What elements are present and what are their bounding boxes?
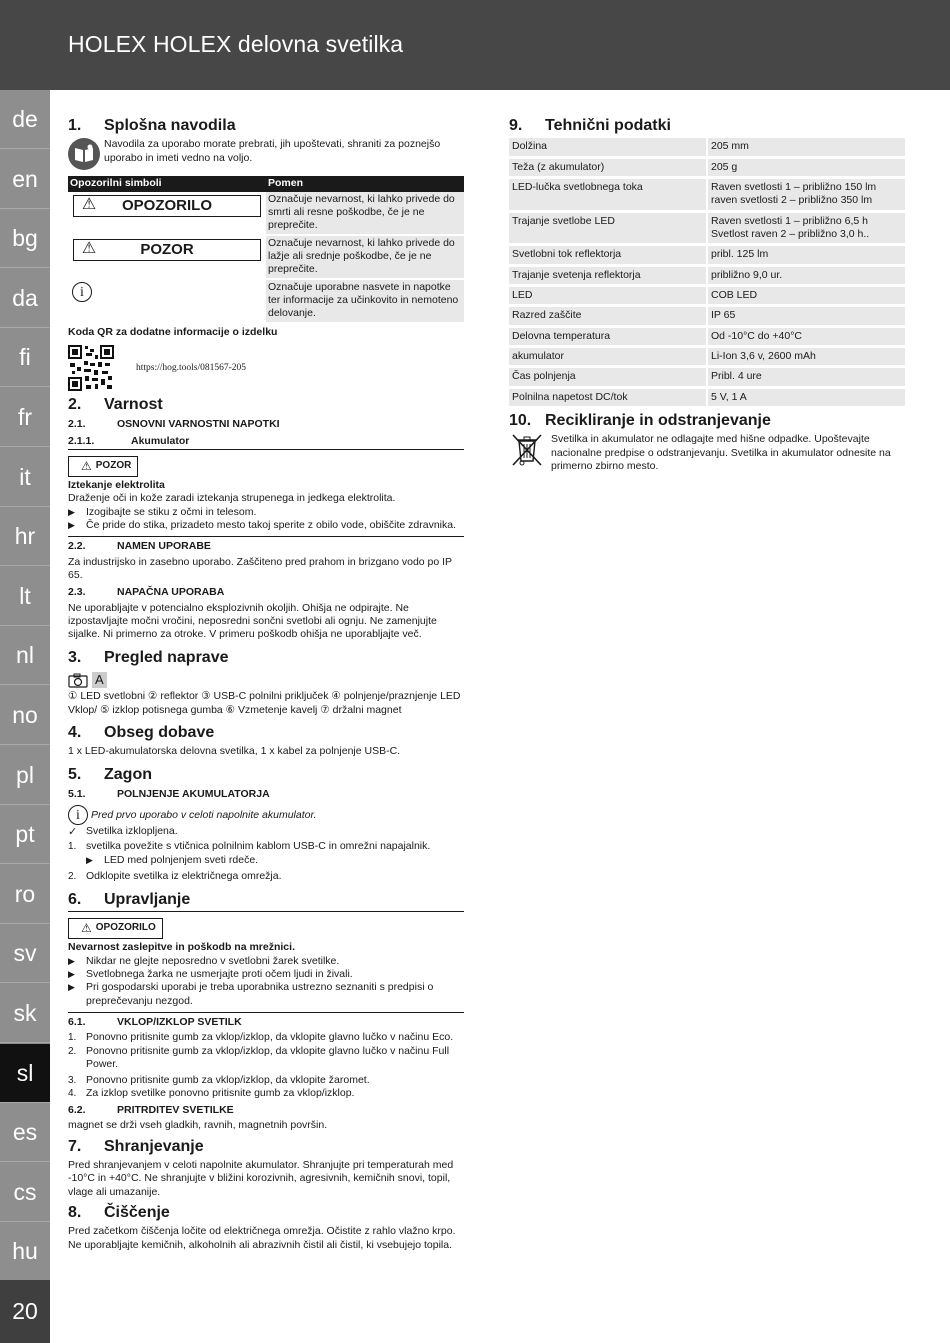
technical-data-table — [509, 138, 905, 409]
language-tab-pl[interactable]: pl — [0, 746, 50, 805]
list-item: ▶ LED med polnjenjem sveti rdeče. — [86, 853, 259, 866]
arrow-bullet-icon: ▶ — [68, 955, 75, 966]
spec-value: Raven svetlosti 1 – približno 150 lm raven svetlosti 2 – približno 350 lm — [707, 177, 905, 211]
table-row: ⚠ POZOR Označuje nevarnost, ki lahko privede do lažje ali srednje poškodbe, če je ne preprečite. — [68, 235, 464, 279]
warning-symbols-table — [68, 176, 464, 323]
signal-word-box: ⚠ POZOR — [73, 239, 261, 261]
warning-triangle-icon: ⚠ — [81, 921, 92, 936]
table-row — [509, 245, 905, 265]
arrow-bullet-icon: ▶ — [86, 854, 93, 865]
qr-block — [68, 345, 464, 391]
manual-notice — [68, 138, 464, 170]
arrow-bullet-icon: ▶ — [68, 982, 75, 993]
spec-value: Raven svetlosti 1 – približno 6,5 h Svetlost raven 2 – približno 3,0 h.. — [707, 211, 905, 245]
info-icon: i — [68, 805, 88, 825]
warning-label: ⚠ OPOZORILO — [68, 918, 163, 939]
camera-icon — [68, 673, 88, 688]
arrow-bullet-icon: ▶ — [68, 968, 75, 979]
table-row — [509, 346, 905, 366]
section-heading: 6. Upravljanje — [68, 890, 464, 912]
spec-label: Razred zaščite — [509, 306, 707, 326]
section-heading: 10. Recikliranje in odstranjevanje — [509, 411, 771, 429]
language-tab-es[interactable]: es — [0, 1103, 50, 1162]
language-tab-fr[interactable]: fr — [0, 388, 50, 447]
spec-label: Čas polnjenja — [509, 367, 707, 387]
left-column: 1. Splošna navodila Navodila za uporabo morate prebrati, jih upoštevati, shraniti za poznejšo uporabo in imeti vedno na voljo. Opozorilni simboli Pomen ⚠ OPOZORILO Označuje nevarnost, ki lahko privede do smrti ali resne poškodbe, če je ne preprečite. ⚠ POZOR Označuje nevarnost, ki lahko privede do lažje ali srednje poškodbe, če je ne preprečite. i Označuje uporabne nasvete in napotke ter informacije za učinkovito in nemoteno delovanje. Koda QR za dodatne informacije o izdelku https://hog.tools/081567-205 2. Varnost 2.1. OSNOVNI VARNOSTNI NAPOTKI 2.1.1. Akumulator ⚠ POZOR Iztekanje elektrolita Draženje oči in kože zaradi iztekanja strupenega in jedkega elektrolita. ▶ Izogibajte se stiku z očmi in telesom. ▶ Če pride do stika, prizadeto mesto takoj sperite z obilo vode, obiščite zdravnika. 2.2. NAMEN UPORABE Za industrijsko in zasebno uporabo. Zaščiteno pred prahom in brizgano vodo po IP 65. 2.3. NAPAČNA UPORABA Ne uporabljajte v potencialno eksplozivnih okoljih. Ohišja ne odpirajte. Ne izpostavljajte močni vročini, neposredni sončni svetlobi ali ognju. Ne zamenjujte sijalke. Ni primerno za otroke. V primeru poškodb ohišja ne uporabljajte več. 3. Pregled naprave A ① LED svetlobni ② reflektor ③ USB-C polnilni priključek ④ polnjenje/praznjenje LED Vklop/ ⑤ izklop potisnega gumba ⑥ Vzmetenje kavelj ⑦ držalni magnet 4. Obseg dobave 1 x LED-akumulatorska delovna svetilka, 1 x kabel za polnjenje USB-C. 5. Zagon 5.1. POLNJENJE AKUMULATORJA i Pred prvo uporabo v celoti napolnite akumulator. ✓ Svetilka izklopljena. 1. svetilka povežite s vtičnica polnilnim kablom USB-C in omrežni napajalnik. ▶ LED med polnjenjem sveti rdeče. 2. Odklopite svetilka iz električnega omrežja. 6. Upravljanje ⚠ OPOZORILO Nevarnost zaslepitve in poškodb na mrežnici. ▶ Nikdar ne glejte neposredno v svetlobni žarek svetilke. ▶ Svetlobnega žarka ne usmerjajte proti očem ljudi in živali. ▶ Pri gospodarski uporabi je treba uporabnika ustrezno seznaniti s predpisi o preprečevanju nezgod. 6.1. VKLOP/IZKLOP SVETILK 1. Ponovno pritisnite gumb za vklop/izklop, da vklopite glavno lučko v načinu Eco. 2. Ponovno pritisnite gumb za vklop/izklop, da vklopite glavno lučko v načinu Full Power. 3. Ponovno pritisnite gumb za vklop/izklop, da vklopite žaromet. 4. Za izklop svetilke ponovno pritisnite gumb za vklop/izklop. 6.2. PRITRDITEV SVETILKE magnet se drži vseh gladkih, ravnih, magnetnih površin. 7. Shranjevanje Pred shranjevanjem v celoti napolnite akumulator. Shranjujte pri temperaturah med -10°C in +40°C. Ne shranjujte v bližini korozivnih, agresivnih, kemičnih snovi, topil, vlage ali umazanije. 8. Čiščenje Pred začetkom čiščenja ločite od električnega omrežja. Očistite z rahlo vlažno krpo. Ne uporabljajte kemičnih, alkoholnih ali abrazivnih čistil ali čistil, ki vsebujejo topila. — [68, 112, 464, 1252]
language-tab-sk[interactable]: sk — [0, 984, 50, 1043]
language-tab-nl[interactable]: nl — [0, 626, 50, 685]
language-tab-ro[interactable]: ro — [0, 865, 50, 924]
caution-block: ⚠ POZOR Iztekanje elektrolita Draženje oči in kože zaradi iztekanja strupenega in jedkega elektrolita. ▶ Izogibajte se stiku z očmi in telesom. ▶ Če pride do stika, prizadeto mesto takoj sperite z obilo vode, obiščite zdravnika. — [68, 452, 464, 537]
warning-block: ⚠ OPOZORILO Nevarnost zaslepitve in poškodb na mrežnici. ▶ Nikdar ne glejte neposredno v svetlobni žarek svetilke. ▶ Svetlobnega žarka ne usmerjajte proti očem ljudi in živali. ▶ Pri gospodarski uporabi je treba uporabnika ustrezno seznaniti s predpisi o preprečevanju nezgod. — [68, 914, 464, 1013]
crossed-bin-icon — [509, 433, 545, 467]
page-header — [0, 0, 950, 90]
list-item: 2. Odklopite svetilka iz električnega omrežja. — [68, 870, 282, 883]
table-header: Pomen — [266, 176, 464, 191]
table-row — [509, 285, 905, 305]
table-row — [509, 265, 905, 285]
spec-label: LED — [509, 285, 707, 305]
list-item: 3. Ponovno pritisnite gumb za vklop/izklop, da vklopite žaromet. — [68, 1073, 370, 1086]
language-sidebar — [0, 90, 50, 1343]
qr-code-icon — [68, 345, 114, 391]
section-heading: 4. Obseg dobave — [68, 723, 215, 741]
spec-label: Trajanje svetlobe LED — [509, 211, 707, 245]
signal-word-box: ⚠ OPOZORILO — [73, 195, 261, 217]
spec-value: 205 mm — [707, 138, 905, 157]
spec-value: 5 V, 1 A — [707, 387, 905, 407]
language-tab-bg[interactable]: bg — [0, 209, 50, 268]
qr-label: Koda QR za dodatne informacije o izdelku — [68, 325, 278, 338]
figure-reference — [68, 672, 464, 689]
spec-label: akumulator — [509, 346, 707, 366]
info-icon: i — [72, 282, 92, 302]
list-item: ▶ Pri gospodarski uporabi je treba uporabnika ustrezno seznaniti s predpisi o preprečevanju nezgod. — [68, 981, 434, 1007]
warning-triangle-icon: ⚠ — [81, 240, 97, 258]
info-note: i Pred prvo uporabo v celoti napolnite akumulator. — [68, 805, 464, 825]
subsection-heading: 6.1. VKLOP/IZKLOP SVETILK — [68, 1015, 242, 1028]
spec-value: Od -10°C do +40°C — [707, 326, 905, 346]
table-row — [509, 211, 905, 245]
language-tab-en[interactable]: en — [0, 150, 50, 209]
figure-badge: A — [92, 672, 107, 689]
spec-value: približno 9,0 ur. — [707, 265, 905, 285]
spec-label: Dolžina — [509, 138, 707, 157]
table-row — [509, 306, 905, 326]
spec-value: Pribl. 4 ure — [707, 367, 905, 387]
language-tab-lt[interactable]: lt — [0, 567, 50, 626]
section-heading: 8. Čiščenje — [68, 1203, 170, 1221]
language-tab-sv[interactable]: sv — [0, 924, 50, 983]
section-heading: 7. Shranjevanje — [68, 1137, 204, 1155]
intro-text: Navodila za uporabo morate prebrati, jih upoštevati, shraniti za poznejšo uporabo in imeti vedno na voljo. — [104, 138, 441, 164]
spec-label: Delovna temperatura — [509, 326, 707, 346]
language-tab-de[interactable]: de — [0, 90, 50, 149]
table-row: i Označuje uporabne nasvete in napotke ter informacije za učinkovito in nemoteno delovanje. — [68, 279, 464, 323]
list-item: ▶ Nikdar ne glejte neposredno v svetlobni žarek svetilke. — [68, 954, 340, 967]
subsection-heading: 2.1. OSNOVNI VARNOSTNI NAPOTKI — [68, 418, 280, 431]
caution-label: ⚠ POZOR — [68, 456, 138, 477]
section-heading: 1. Splošna navodila — [68, 117, 236, 134]
checkmark-icon: ✓ — [68, 826, 78, 839]
table-header: Opozorilni simboli — [68, 176, 266, 191]
language-tab-hu[interactable]: hu — [0, 1222, 50, 1281]
language-tab-no[interactable]: no — [0, 686, 50, 745]
arrow-bullet-icon: ▶ — [68, 506, 75, 517]
read-manual-icon — [68, 138, 100, 170]
spec-value: Li-Ion 3,6 v, 2600 mAh — [707, 346, 905, 366]
section-heading: 3. Pregled naprave — [68, 648, 229, 666]
table-row — [509, 157, 905, 177]
parts-list: ① LED svetlobni ② reflektor ③ USB-C polnilni priključek ④ polnjenje/praznjenje LED Vklop/ ⑤ izklop potisnega gumba ⑥ Vzmetenje kavelj ⑦ držalni magnet — [68, 690, 461, 716]
subsection-heading: 2.2. NAMEN UPORABE — [68, 540, 211, 553]
right-column — [509, 112, 905, 473]
spec-label: LED-lučka svetlobnega toka — [509, 177, 707, 211]
table-row — [509, 387, 905, 407]
spec-value: COB LED — [707, 285, 905, 305]
spec-value: pribl. 125 lm — [707, 245, 905, 265]
table-row — [509, 177, 905, 211]
section-heading: 5. Zagon — [68, 765, 152, 783]
spec-label: Polnilna napetost DC/tok — [509, 387, 707, 407]
subsection-heading: 6.2. PRITRDITEV SVETILKE — [68, 1103, 234, 1116]
list-item: ▶ Svetlobnega žarka ne usmerjajte proti očem ljudi in živali. — [68, 967, 353, 980]
subsection-heading: 2.3. NAPAČNA UPORABA — [68, 586, 225, 599]
warning-triangle-icon: ⚠ — [81, 196, 97, 214]
spec-value: IP 65 — [707, 306, 905, 326]
spec-label: Teža (z akumulator) — [509, 157, 707, 177]
warning-triangle-icon: ⚠ — [81, 458, 92, 473]
page-title: HOLEX HOLEX delovna svetilka — [68, 31, 404, 57]
language-tab-fi[interactable]: fi — [0, 328, 50, 387]
list-item: 1. Ponovno pritisnite gumb za vklop/izklop, da vklopite glavno lučko v načinu Eco. — [68, 1031, 454, 1044]
section-heading: 2. Varnost — [68, 395, 163, 413]
language-tab-cs[interactable]: cs — [0, 1163, 50, 1222]
list-item: 1. svetilka povežite s vtičnica polnilnim kablom USB-C in omrežni napajalnik. — [68, 840, 431, 853]
language-tab-hr[interactable]: hr — [0, 507, 50, 566]
list-item: 4. Za izklop svetilke ponovno pritisnite gumb za vklop/izklop. — [68, 1087, 355, 1100]
language-tab-da[interactable]: da — [0, 269, 50, 328]
qr-url-link[interactable]: https://hog.tools/081567-205 — [136, 362, 247, 373]
page-number: 20 — [0, 1280, 50, 1343]
language-tab-pt[interactable]: pt — [0, 805, 50, 864]
list-item: 2. Ponovno pritisnite gumb za vklop/izklop, da vklopite glavno lučko v načinu Full Power. — [68, 1044, 450, 1071]
language-tab-it[interactable]: it — [0, 448, 50, 507]
list-item: ▶ Če pride do stika, prizadeto mesto takoj sperite z obilo vode, obiščite zdravnika. — [68, 518, 457, 531]
table-row — [509, 367, 905, 387]
table-row — [509, 326, 905, 346]
spec-label: Svetlobni tok reflektorja — [509, 245, 707, 265]
language-tab-sl[interactable]: sl — [0, 1044, 50, 1103]
list-item: ✓ Svetilka izklopljena. — [68, 825, 178, 839]
table-row: ⚠ OPOZORILO Označuje nevarnost, ki lahko privede do smrti ali resne poškodbe, če je ne preprečite. — [68, 192, 464, 235]
section-heading: 9. Tehnični podatki — [509, 117, 671, 134]
list-item: ▶ Izogibajte se stiku z očmi in telesom. — [68, 505, 257, 518]
subsection-heading: 2.1.1. Akumulator — [68, 435, 464, 450]
disposal-block: Svetilka in akumulator ne odlagajte med hišne odpadke. Upoštevajte nacionalne predpise o odstranjevanju. Svetilka in akumulator odnesite na primerno zbirno mesto. — [509, 433, 905, 473]
spec-label: Trajanje svetenja reflektorja — [509, 265, 707, 285]
table-row — [509, 138, 905, 157]
spec-value: 205 g — [707, 157, 905, 177]
arrow-bullet-icon: ▶ — [68, 519, 75, 530]
subsection-heading: 5.1. POLNJENJE AKUMULATORJA — [68, 787, 270, 800]
